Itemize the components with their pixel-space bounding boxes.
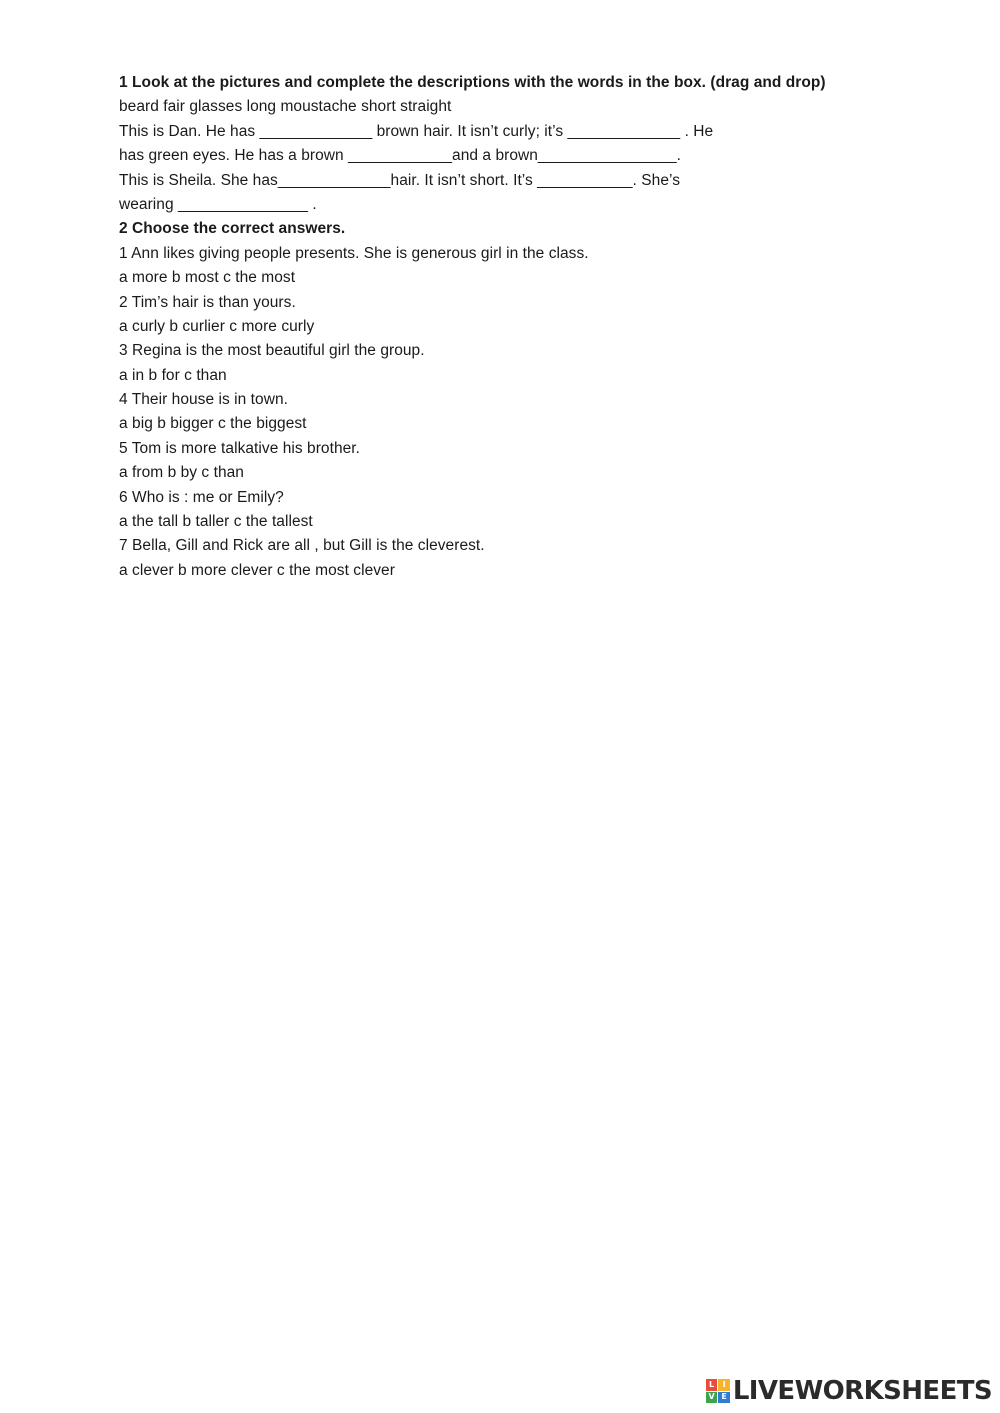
- word-box: beard fair glasses long moustache short straight: [119, 98, 452, 116]
- answer-options: a from b by c than: [119, 464, 244, 482]
- question: 4 Their house is in town.: [119, 391, 288, 409]
- logo-tile: I: [718, 1379, 730, 1391]
- answer-options: a curly b curlier c more curly: [119, 317, 315, 335]
- logo-tile: L: [706, 1379, 718, 1391]
- exercise-1-sentence: This is Dan. He has _____________ brown hair. It isn’t curly; it’s _____________ . He: [119, 122, 714, 140]
- logo-tile: E: [718, 1392, 730, 1404]
- brand-name: LIVEWORKSHEETS: [732, 1376, 992, 1406]
- logo-tile: V: [706, 1392, 718, 1404]
- question: 2 Tim’s hair is than yours.: [119, 293, 296, 311]
- exercise-2-heading: 2 Choose the correct answers.: [119, 220, 346, 238]
- exercise-1-heading: 1 Look at the pictures and complete the descriptions with the words in the box. (drag and drop): [119, 74, 826, 91]
- answer-options: a in b for c than: [119, 366, 227, 384]
- answer-options: a clever b more clever c the most clever: [119, 561, 395, 579]
- worksheet-content: [119, 71, 879, 583]
- exercise-1-sentence: wearing _______________ .: [119, 195, 317, 213]
- question: 6 Who is : me or Emily?: [119, 488, 284, 506]
- exercise-1-sentence: has green eyes. He has a brown ____________and a brown________________.: [119, 147, 682, 165]
- answer-options: a the tall b taller c the tallest: [119, 513, 313, 531]
- liveworksheets-brand: [706, 1374, 992, 1408]
- answer-options: a more b most c the most: [119, 269, 296, 287]
- question: 3 Regina is the most beautiful girl the group.: [119, 342, 425, 360]
- question: 1 Ann likes giving people presents. She is generous girl in the class.: [119, 244, 589, 262]
- question: 7 Bella, Gill and Rick are all , but Gill is the cleverest.: [119, 537, 485, 555]
- question: 5 Tom is more talkative his brother.: [119, 439, 361, 457]
- exercise-1-sentence: This is Sheila. She has_____________hair. It isn’t short. It’s ___________. She’s: [119, 171, 681, 189]
- liveworksheets-logo-icon: [706, 1379, 730, 1403]
- answer-options: a big b bigger c the biggest: [119, 415, 307, 433]
